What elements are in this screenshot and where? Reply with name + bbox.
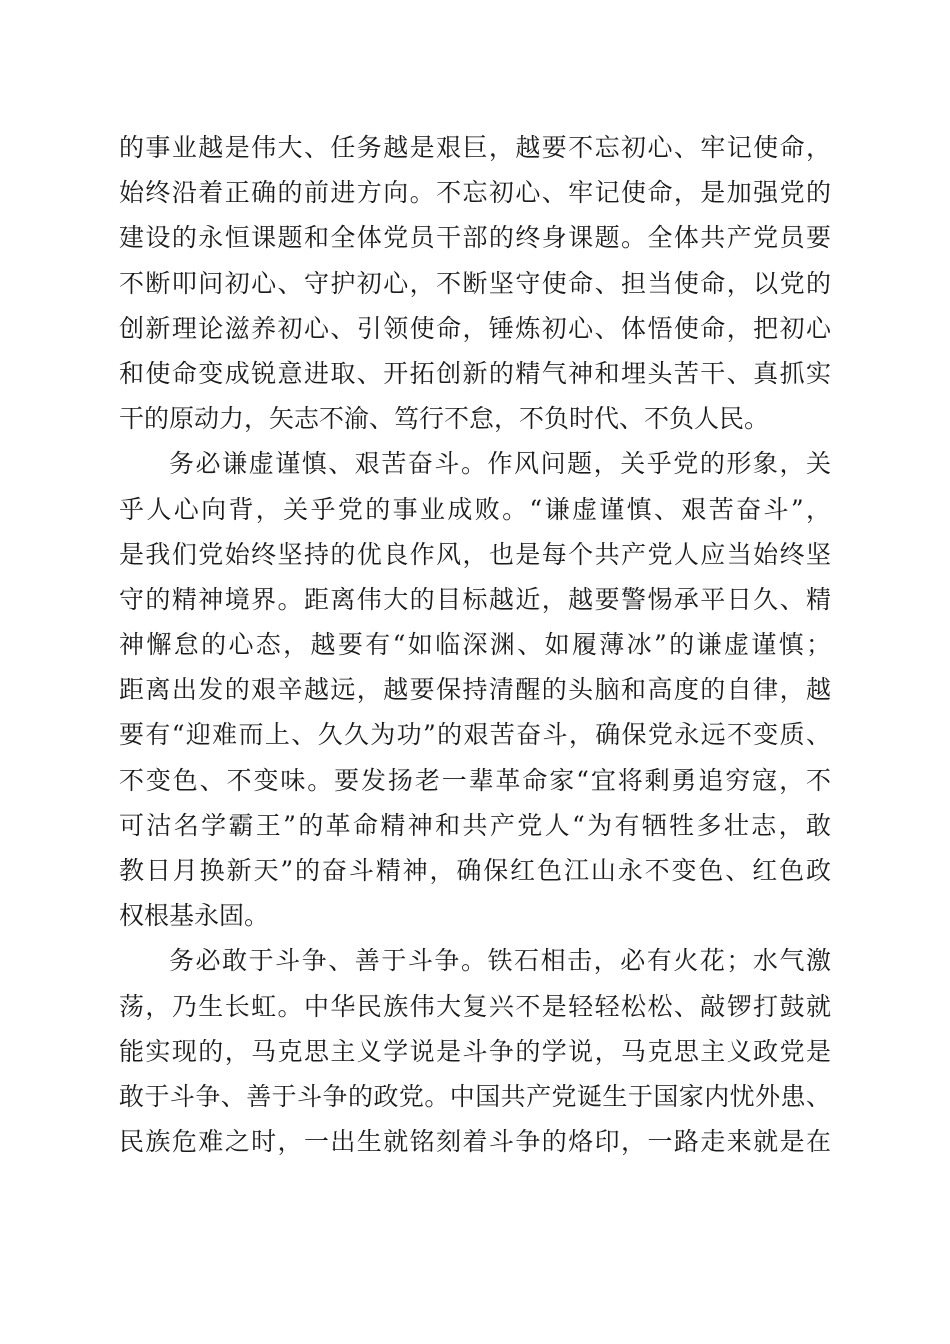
text-line: 建设的永恒课题和全体党员干部的终身课题。全体共产党员要 — [119, 223, 831, 253]
text-line: 和使命变成锐意进取、开拓创新的精气神和埋头苦干、真抓实 — [119, 358, 831, 388]
text-line: 民族危难之时，一出生就铭刻着斗争的烙印，一路走来就是在 — [119, 1127, 831, 1157]
text-line: 可沽名学霸王”的革命精神和共产党人“为有牺牲多壮志，敢 — [119, 810, 831, 840]
text-line: 敢于斗争、善于斗争的政党。中国共产党诞生于国家内忧外患、 — [119, 1081, 831, 1111]
text-line: 守的精神境界。距离伟大的目标越近，越要警惕承平日久、精 — [119, 584, 831, 614]
text-line: 务必敢于斗争、善于斗争。铁石相击，必有火花；水气激 — [169, 946, 831, 976]
text-line: 不变色、不变味。要发扬老一辈革命家“宜将剩勇追穷寇，不 — [119, 765, 831, 795]
text-line: 不断叩问初心、守护初心，不断坚守使命、担当使命，以党的 — [119, 268, 831, 298]
text-line: 的事业越是伟大、任务越是艰巨，越要不忘初心、牢记使命， — [119, 133, 831, 162]
text-line: 荡，乃生长虹。中华民族伟大复兴不是轻轻松松、敲锣打鼓就 — [119, 991, 831, 1021]
text-line: 要有“迎难而上、久久为功”的艰苦奋斗，确保党永远不变质、 — [119, 720, 831, 750]
text-line: 距离出发的艰辛越远，越要保持清醒的头脑和高度的自律，越 — [119, 675, 831, 705]
text-line: 权根基永固。 — [119, 901, 270, 931]
text-line: 始终沿着正确的前进方向。不忘初心、牢记使命，是加强党的 — [119, 178, 831, 208]
text-line: 创新理论滋养初心、引领使命，锤炼初心、体悟使命，把初心 — [119, 313, 831, 343]
text-line: 是我们党始终坚持的优良作风，也是每个共产党人应当始终坚 — [119, 539, 831, 569]
text-line: 神懈怠的心态，越要有“如临深渊、如履薄冰”的谦虚谨慎； — [119, 630, 831, 660]
text-line: 教日月换新天”的奋斗精神，确保红色江山永不变色、红色政 — [119, 856, 831, 885]
text-line: 务必谦虚谨慎、艰苦奋斗。作风问题，关乎党的形象，关 — [169, 449, 831, 479]
body-text — [119, 125, 831, 1164]
text-line: 能实现的，马克思主义学说是斗争的学说，马克思主义政党是 — [119, 1036, 831, 1066]
text-line: 乎人心向背，关乎党的事业成败。“谦虚谨慎、艰苦奋斗”， — [119, 494, 831, 524]
text-line: 干的原动力，矢志不渝、笃行不怠，不负时代、不负人民。 — [119, 404, 770, 434]
